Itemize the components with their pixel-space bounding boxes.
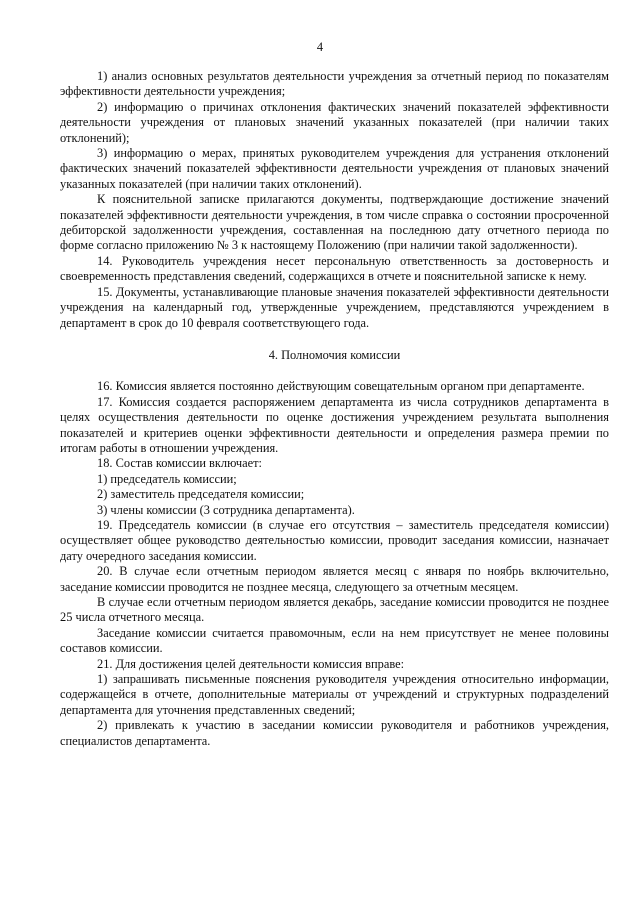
list-item-deputy: 2) заместитель председателя комиссии; xyxy=(97,487,305,502)
paragraph-18: 18. Состав комиссии включает: xyxy=(97,456,262,471)
list-item-request-explanations: 1) запрашивать письменные пояснения руководителя учреждения относительно информации, содержащейся в отчете, дополнительные материалы от учреждений и структурных подразделений департамента для уточнения представленных сведений; xyxy=(60,672,609,717)
document-body xyxy=(60,69,609,749)
paragraph-attachments: К пояснительной записке прилагаются документы, подтверждающие достижение значений показателей эффективности деятельности учреждения, в том числе справка о состоянии просроченной дебиторской задолженности учреждения, составленная на последнюю дату отчетного периода по форме согласно приложению № 3 к настоящему Положению (при наличии такой задолженности). xyxy=(60,192,609,253)
paragraph-17: 17. Комиссия создается распоряжением департамента из числа сотрудников департамента в целях осуществления деятельности по оценке достижения учреждением результата выполнения показателей и критериев оценки эффективности деятельности и определения размера премии по итогам работы в отношении учреждения. xyxy=(60,394,609,455)
paragraph-item-2-deviation-reasons: 2) информацию о причинах отклонения фактических значений показателей эффективности деятельности учреждения от плановых значений указанных показателей (при наличии таких отклонений); xyxy=(60,99,609,145)
list-item-involve-staff: 2) привлекать к участию в заседании комиссии руководителя и работников учреждения, специалистов департамента. xyxy=(60,718,609,748)
paragraph-15: 15. Документы, устанавливающие плановые значения показателей эффективности деятельности учреждения на календарный год, утвержденные учреждением, представляются учреждением в департамент в срок до 10 февраля соответствующего года. xyxy=(60,284,609,330)
paragraph-item-3-measures: 3) информацию о мерах, принятых руководителем учреждения для устранения отклонений фактических значений показателей эффективности деятельности учреждения от плановых значений указанных показателей (при наличии таких отклонений). xyxy=(60,146,609,191)
section-heading: 4. Полномочия комиссии xyxy=(268,347,401,362)
paragraph-item-1-analysis: 1) анализ основных результатов деятельности учреждения за отчетный период по показателям эффективности деятельности учреждения; xyxy=(60,69,609,99)
paragraph-16: 16. Комиссия является постоянно действующим совещательным органом при департаменте. xyxy=(97,379,585,394)
paragraph-21: 21. Для достижения целей деятельности комиссия вправе: xyxy=(97,656,405,671)
paragraph-19: 19. Председатель комиссии (в случае его отсутствия – заместитель председателя комиссии) осуществляет общее руководство деятельностью комиссии, проводит заседания комиссии, назначает дату очередного заседания комиссии. xyxy=(60,517,609,563)
list-item-chairman: 1) председатель комиссии; xyxy=(97,471,237,486)
paragraph-december: В случае если отчетным периодом является декабрь, заседание комиссии проводится не позднее 25 числа отчетного месяца. xyxy=(60,595,609,625)
paragraph-20: 20. В случае если отчетным периодом является месяц с января по ноябрь включительно, заседание комиссии проводится не позднее месяца, следующего за отчетным месяцем. xyxy=(60,564,609,594)
list-item-members: 3) члены комиссии (3 сотрудника департамента). xyxy=(97,502,355,517)
paragraph-quorum: Заседание комиссии считается правомочным, если на нем присутствует не менее половины составов комиссии. xyxy=(60,625,609,656)
page-number: 4 xyxy=(316,40,324,54)
paragraph-14: 14. Руководитель учреждения несет персональную ответственность за достоверность и своевременность представления сведений, содержащихся в отчете и пояснительной записке к нему. xyxy=(60,253,609,284)
